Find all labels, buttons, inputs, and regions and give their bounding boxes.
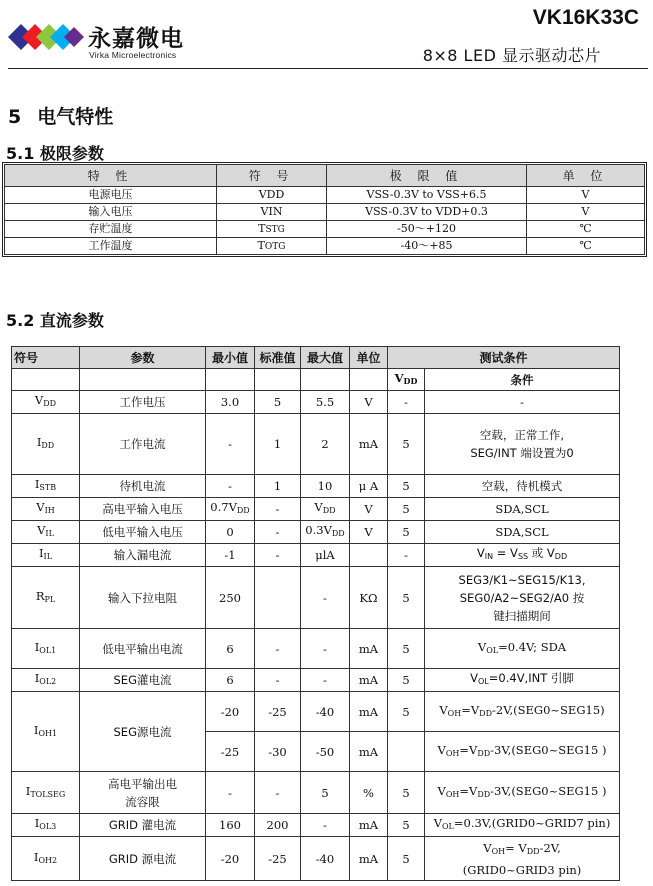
- param-typ: -: [255, 669, 301, 692]
- param-unit: [350, 544, 388, 567]
- header-cell: 测试条件: [388, 347, 620, 369]
- param-symbol: $I_{TOLSEG}$: [12, 772, 80, 814]
- table-row: [5, 221, 645, 238]
- param-cond: $V_{OH}= V_{DD}-2V$, (GRID0~GRID3 pin): [425, 837, 620, 881]
- param-name: 工作温度: [5, 238, 217, 255]
- param-typ: -: [255, 498, 301, 521]
- param-cond: SEG3/K1~SEG15/K13, SEG0/A2~SEG2/A0 按 键扫描期间: [425, 567, 620, 629]
- header-cell: 最小值: [206, 347, 255, 369]
- header-cell: 最大值: [301, 347, 350, 369]
- param-value: VSS-0.3V to VSS+6.5: [327, 187, 527, 204]
- param-symbol: $I_{IL}$: [12, 544, 80, 567]
- param-symbol: $R_{PL}$: [12, 567, 80, 629]
- param-unit: mA: [350, 814, 388, 837]
- param-symbol: TOTG: [217, 238, 327, 255]
- section-5-1-heading: 5.1 极限参数: [6, 144, 104, 163]
- param-min: -: [206, 772, 255, 814]
- table-row: [12, 498, 620, 521]
- param-vdd: 5: [388, 629, 425, 669]
- header-cell: 参数: [80, 347, 206, 369]
- param-symbol: $V_{IH}$: [12, 498, 80, 521]
- param-vdd: 5: [388, 521, 425, 544]
- param-min: 6: [206, 669, 255, 692]
- header-cell: 标准值: [255, 347, 301, 369]
- param-cond: $V_{OH}=V_{DD}-2V,(SEG0\sim SEG15)$: [425, 692, 620, 732]
- table-header-row: [12, 369, 620, 391]
- param-unit: V: [350, 391, 388, 414]
- param-name: 高电平输出电 流容限: [80, 772, 206, 814]
- param-vdd: 5: [388, 837, 425, 881]
- param-name: GRID 灌电流: [80, 814, 206, 837]
- param-symbol: $V_{DD}$: [12, 391, 80, 414]
- param-cond: $V_{OH}=V_{DD}-3V,(SEG0\sim SEG15$ ): [425, 732, 620, 772]
- param-max: 2: [301, 414, 350, 475]
- param-min: -25: [206, 732, 255, 772]
- param-name: 电源电压: [5, 187, 217, 204]
- param-name: SEG源电流: [80, 692, 206, 772]
- param-max: 5.5: [301, 391, 350, 414]
- param-max: -40: [301, 837, 350, 881]
- param-typ: -: [255, 629, 301, 669]
- param-typ: -25: [255, 692, 301, 732]
- table-row: [12, 669, 620, 692]
- param-typ: -30: [255, 732, 301, 772]
- param-name: 待机电流: [80, 475, 206, 498]
- param-vdd: [388, 732, 425, 772]
- param-name: 低电平输入电压: [80, 521, 206, 544]
- param-name: 输入下拉电阻: [80, 567, 206, 629]
- table-row: [12, 814, 620, 837]
- table-row: [5, 204, 645, 221]
- param-unit: mA: [350, 669, 388, 692]
- param-min: 160: [206, 814, 255, 837]
- param-symbol: VDD: [217, 187, 327, 204]
- header-cell: 单 位: [527, 165, 645, 187]
- brand-name-cn: 永嘉微电: [88, 26, 184, 52]
- absolute-max-table: [4, 164, 645, 255]
- param-unit: mA: [350, 837, 388, 881]
- param-symbol: VIN: [217, 204, 327, 221]
- table-row: [12, 567, 620, 629]
- table-header-row: [5, 165, 645, 187]
- header-cell: 符 号: [217, 165, 327, 187]
- param-min: -: [206, 414, 255, 475]
- header-cell: $V_{DD}$: [388, 369, 425, 391]
- param-unit: V: [527, 187, 645, 204]
- param-unit: %: [350, 772, 388, 814]
- param-name: SEG灌电流: [80, 669, 206, 692]
- param-cond: SDA,SCL: [425, 521, 620, 544]
- param-symbol: $I_{OH2}$: [12, 837, 80, 881]
- param-max: μlA: [301, 544, 350, 567]
- param-value: VSS-0.3V to VDD+0.3: [327, 204, 527, 221]
- param-name: 工作电流: [80, 414, 206, 475]
- table-row: [12, 544, 620, 567]
- param-vdd: 5: [388, 498, 425, 521]
- param-max: -: [301, 669, 350, 692]
- param-max: -40: [301, 692, 350, 732]
- param-typ: 1: [255, 414, 301, 475]
- param-symbol: $V_{IL}$: [12, 521, 80, 544]
- section-5-heading: [8, 102, 113, 129]
- param-unit: mA: [350, 414, 388, 475]
- param-cond: SDA,SCL: [425, 498, 620, 521]
- param-value: -50～+120: [327, 221, 527, 238]
- param-vdd: 5: [388, 567, 425, 629]
- header-cell: 极 限 值: [327, 165, 527, 187]
- param-min: $0.7V_{DD}$: [206, 498, 255, 521]
- param-max: $0.3V_{DD}$: [301, 521, 350, 544]
- dc-param-table: [11, 346, 620, 881]
- param-typ: -: [255, 772, 301, 814]
- param-vdd: 5: [388, 772, 425, 814]
- model-number: VK16K33C: [532, 6, 639, 29]
- param-typ: -: [255, 521, 301, 544]
- param-unit: mA: [350, 732, 388, 772]
- param-name: 高电平输入电压: [80, 498, 206, 521]
- param-vdd: 5: [388, 669, 425, 692]
- header-cell: 条件: [425, 369, 620, 391]
- param-cond: $V_{IN} = V_{SS}$ 或 $V_{DD}$: [425, 544, 620, 567]
- company-logo-icon: [8, 18, 88, 56]
- param-unit: mA: [350, 629, 388, 669]
- param-min: -: [206, 475, 255, 498]
- param-typ: 1: [255, 475, 301, 498]
- param-unit: V: [350, 498, 388, 521]
- param-typ: 200: [255, 814, 301, 837]
- param-symbol: $I_{STB}$: [12, 475, 80, 498]
- header-divider: [8, 68, 648, 69]
- param-unit: μ A: [350, 475, 388, 498]
- header-cell: 单位: [350, 347, 388, 369]
- param-cond: $V_{OH}=V_{DD}-3V,(SEG0\sim SEG15$ ): [425, 772, 620, 814]
- param-typ: -25: [255, 837, 301, 881]
- section-title: 电气特性: [37, 106, 114, 128]
- param-unit: V: [527, 204, 645, 221]
- param-max: 10: [301, 475, 350, 498]
- table-row: [12, 475, 620, 498]
- param-cond: 空载，待机模式: [425, 475, 620, 498]
- param-name: 低电平输出电流: [80, 629, 206, 669]
- param-max: -: [301, 629, 350, 669]
- param-min: 6: [206, 629, 255, 669]
- table-row: [5, 238, 645, 255]
- header-cell: 特 性: [5, 165, 217, 187]
- param-symbol: $I_{OL2}$: [12, 669, 80, 692]
- section-number: 5: [8, 106, 22, 128]
- param-cond: -: [425, 391, 620, 414]
- param-symbol: $I_{OL3}$: [12, 814, 80, 837]
- param-vdd: 5: [388, 475, 425, 498]
- param-max: 5: [301, 772, 350, 814]
- param-unit: KΩ: [350, 567, 388, 629]
- header-cell: 符号: [12, 347, 80, 369]
- param-cond: 空载，正常工作, SEG/INT 端设置为0: [425, 414, 620, 475]
- param-vdd: 5: [388, 414, 425, 475]
- section-5-2-heading: 5.2 直流参数: [6, 311, 104, 330]
- table-row: [12, 629, 620, 669]
- param-typ: -: [255, 544, 301, 567]
- param-cond: $V_{OL}=0.4V,INT$ 引脚: [425, 669, 620, 692]
- param-min: 0: [206, 521, 255, 544]
- table-row: [12, 692, 620, 732]
- param-vdd: 5: [388, 814, 425, 837]
- param-unit: ℃: [527, 221, 645, 238]
- param-cond: $V_{OL}=0.3V,(GRID0\sim GRID7$ pin): [425, 814, 620, 837]
- table-row: [12, 391, 620, 414]
- table-row: [12, 772, 620, 814]
- param-name: 存贮温度: [5, 221, 217, 238]
- param-max: -: [301, 814, 350, 837]
- table-row: [12, 414, 620, 475]
- param-vdd: -: [388, 391, 425, 414]
- param-min: 3.0: [206, 391, 255, 414]
- param-vdd: -: [388, 544, 425, 567]
- param-unit: ℃: [527, 238, 645, 255]
- param-symbol: $I_{OL1}$: [12, 629, 80, 669]
- param-typ: 5: [255, 391, 301, 414]
- param-max: $V_{DD}$: [301, 498, 350, 521]
- param-symbol: $I_{OH1}$: [12, 692, 80, 772]
- table-row: [5, 187, 645, 204]
- param-max: -: [301, 567, 350, 629]
- param-vdd: 5: [388, 692, 425, 732]
- doc-subtitle: 8×8 LED 显示驱动芯片: [422, 46, 601, 65]
- param-min: -1: [206, 544, 255, 567]
- param-name: GRID 源电流: [80, 837, 206, 881]
- table-header-row: [12, 347, 620, 369]
- param-unit: mA: [350, 692, 388, 732]
- param-min: -20: [206, 692, 255, 732]
- param-typ: [255, 567, 301, 629]
- param-cond: $V_{OL}=0.4V$; SDA: [425, 629, 620, 669]
- table-row: [12, 837, 620, 881]
- param-min: -20: [206, 837, 255, 881]
- param-name: 输入电压: [5, 204, 217, 221]
- brand-name-en: Virka Microelectronics: [89, 50, 177, 60]
- param-min: 250: [206, 567, 255, 629]
- param-unit: V: [350, 521, 388, 544]
- table-row: [12, 521, 620, 544]
- param-name: 输入漏电流: [80, 544, 206, 567]
- param-symbol: TSTG: [217, 221, 327, 238]
- param-value: -40～+85: [327, 238, 527, 255]
- param-symbol: $I_{DD}$: [12, 414, 80, 475]
- param-max: -50: [301, 732, 350, 772]
- param-name: 工作电压: [80, 391, 206, 414]
